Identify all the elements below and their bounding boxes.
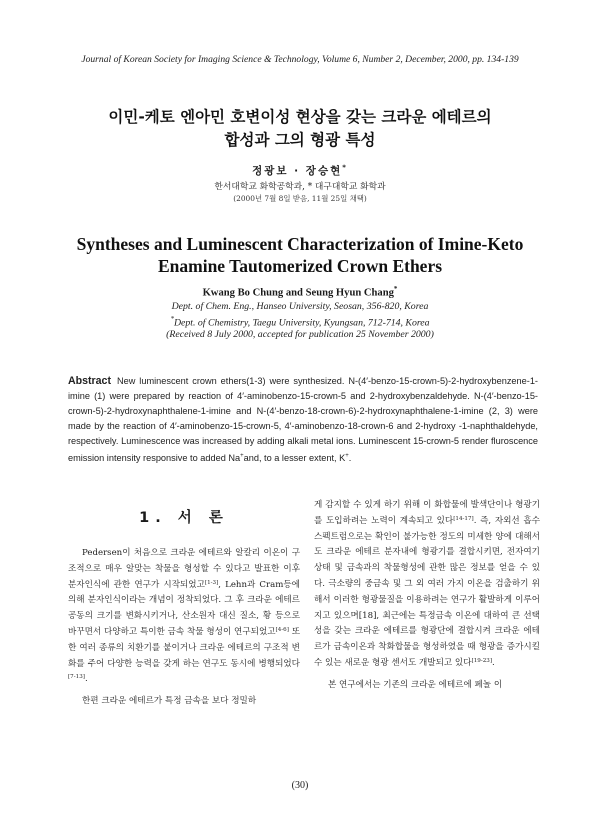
page-number: (30) [291, 780, 309, 791]
left-p1-text-b: , Lehn과 Cram등에 의해 분자인식이라는 개념이 정착되었다. 그 후 크라운 에테르 공동의 크기를 변화시키거나, 산소원자 대신 질소, 황 등으로 바꾸면서 다양하고 특이한 금속 착물 형성이 연구되었고 [68, 579, 300, 637]
abstract-text-end: . [348, 453, 352, 464]
ref-4-6: [4-6] [275, 626, 289, 633]
abstract-text: New luminescent crown ethers(1-3) were synthesized. N-(4′-benzo-15-crown-5)-2-hydroxybenzene-1-imine (1) were prepared by reaction of 4′-aminobenzo-15-crown-5 and 2-hydroxybenzaldehyde. N-(4′-benzo-15-crown-5)-2-hydroxynaphthalene-1-imine and N-(4′-benzo-18-crown-6)-2-hydroxynaphthalene-1-imine (2, 3) were made by the reaction of 4′-aminobenzo-15-crown-5, 4′-aminobenzo-18-crown-6 and 2-hydroxy -1-naphthaldehyde, respectively. Luminescence was increased by adding alkali metal ions. Luminescent 15-crown-5 render fluroscence emission intensity responsive to added Na [68, 376, 538, 464]
abstract-ion-sodium: + [240, 453, 244, 459]
korean-affiliation: 한서대학교 화학공학과, * 대구대학교 화학과 [214, 182, 386, 192]
english-title [0, 233, 600, 277]
korean-title [0, 106, 600, 152]
right-column [314, 498, 540, 700]
english-author-names: Kwang Bo Chung and Seung Hyun Chang [202, 287, 394, 299]
ref-7-13: [7-13] [68, 674, 85, 681]
english-corresponding-mark: * [393, 285, 398, 293]
ref-14-17: [14-17] [453, 515, 474, 522]
korean-authors [0, 163, 600, 178]
right-p1-text-c: . [492, 657, 495, 668]
left-column [68, 546, 300, 716]
english-authors [0, 285, 600, 299]
abstract-text-mid: and, to a lesser extent, K [243, 453, 346, 464]
left-paragraph-2: 한편 크라운 에테르가 특정 금속을 보다 정밀하 [82, 696, 257, 707]
abstract-ion-potassium: + [345, 453, 349, 459]
korean-received-date: (2000년 7월 8일 받음, 11월 25일 채택) [233, 194, 367, 203]
right-p1-text-a: 게 감지할 수 있게 하기 위해 이 화합물에 발색단이나 형광기를 도입하려는 노력이 계속되고 있다 [314, 500, 540, 526]
journal-citation: Journal of Korean Society for Imaging Science & Technology, Volume 6, Number 2, December, 2000, pp. 134-139 [81, 54, 519, 65]
english-affiliation-mark: * [170, 315, 174, 323]
section-heading-introduction: 1. 서 론 [139, 510, 229, 526]
english-title-line-1: Syntheses and Luminescent Characterization of Imine-Keto [76, 234, 524, 254]
korean-author-names: 정광보 · 장승현 [252, 165, 343, 177]
corresponding-mark: * [342, 163, 348, 172]
english-affiliation-2-text: Dept. of Chemistry, Taegu University, Kyungsan, 712-714, Korea [173, 317, 430, 329]
english-title-line-2: Enamine Tautomerized Crown Ethers [157, 256, 443, 276]
ref-19-23: [19-23] [471, 657, 493, 664]
left-p1-text-d: . [84, 674, 88, 685]
right-paragraph-2: 본 연구에서는 기존의 크라운 에테르에 페놀 이 [328, 679, 503, 690]
korean-title-line-1: 이민-케토 엔아민 호변이성 현상을 갖는 크라운 에테르의 [108, 108, 492, 126]
right-p1-text-b: . 즉, 자외선 흡수 스펙트럼으로는 확인이 불가능한 정도의 미세한 양에 대해서도 크라운 에테르 분자내에 형광기를 결합시키면, 전자여기 상태 및 금속과의 착물형성에 관한 많은 정보를 얻을 수 있다. 극소량의 중금속 및 그 외 여러 가지 이온을 검출하기 위해서 이러한 형광물질을 이용하려는 연구가 활발하게 이루어지고 있으며[18], 최근에는 특정금속 이온에 대하여 큰 선택성을 갖는 크라운 에테르를 형광단에 결합시켜 크라운 에테르가 금속이온과 착화합물을 형성하였을 때 형광을 증가시킬 수 있는 새로운 형광 센서도 개발되고 있다 [314, 515, 541, 668]
abstract-label: Abstract [68, 375, 111, 387]
korean-title-line-2: 합성과 그의 형광 특성 [224, 131, 376, 149]
left-p1-text-a: Pedersen이 처음으로 크라운 에테르와 알칼리 이온이 구조적으로 매우 알맞는 착물을 형성할 수 있다고 발표한 이후 분자인식에 관한 연구가 시작되었고 [68, 548, 300, 590]
english-affiliation-2 [0, 315, 600, 328]
left-paragraph-1 [68, 546, 300, 688]
abstract [68, 374, 538, 466]
left-p1-text-c: 또한 여러 종류의 치환기를 붙이거나 크라운 에테르의 구조적 변화를 주어 다양한 능력을 갖게 하는 연구도 동시에 병행되었다 [68, 626, 300, 669]
english-affiliation-1: Dept. of Chem. Eng., Hanseo University, Seosan, 356-820, Korea [171, 301, 429, 312]
ref-1-3: [1-3] [204, 579, 219, 586]
english-received-date: (Received 8 July 2000, accepted for publication 25 November 2000) [166, 329, 434, 340]
right-paragraph-1 [314, 498, 540, 672]
